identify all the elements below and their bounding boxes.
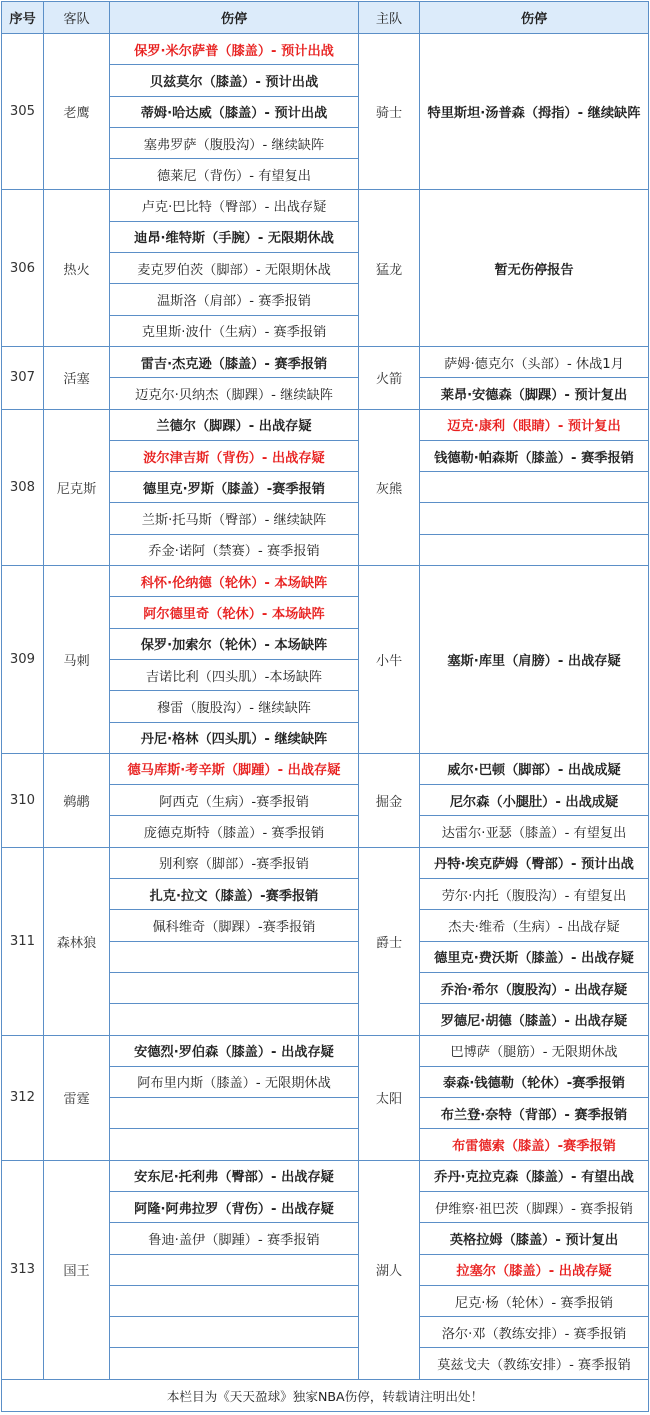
away-injury: 别利察（脚部）-赛季报销: [110, 847, 359, 878]
game-number: 310: [2, 753, 44, 847]
home-team: 小牛: [359, 566, 420, 754]
away-injury: 兰斯·托马斯（臀部）- 继续缺阵: [110, 503, 359, 534]
injury-report-table: [1, 1, 649, 1412]
home-injury: 拉塞尔（膝盖）- 出战存疑: [420, 1254, 649, 1285]
away-injury: 贝兹莫尔（膝盖）- 预计出战: [110, 65, 359, 96]
home-injury: 伊维察·祖巴茨（脚踝）- 赛季报销: [420, 1191, 649, 1222]
table-row: [2, 190, 649, 221]
away-injury: [110, 1254, 359, 1285]
away-injury: 迪昂·维特斯（手腕）- 无限期休战: [110, 221, 359, 252]
away-injury: [110, 972, 359, 1003]
away-injury: [110, 1317, 359, 1348]
home-injury: 丹特·埃克萨姆（臀部）- 预计出战: [420, 847, 649, 878]
away-injury: 蒂姆·哈达威（膝盖）- 预计出战: [110, 96, 359, 127]
header-away-injury: 伤停: [110, 2, 359, 34]
table-row: [2, 753, 649, 784]
game-number: 313: [2, 1160, 44, 1379]
home-injury: [420, 472, 649, 503]
away-injury: 鲁迪·盖伊（脚踵）- 赛季报销: [110, 1223, 359, 1254]
home-injury: 尼尔森（小腿肚）- 出战成疑: [420, 785, 649, 816]
home-injury: 莫兹戈夫（教练安排）- 赛季报销: [420, 1348, 649, 1379]
home-injury: 莱昂·安德森（脚踝）- 预计复出: [420, 378, 649, 409]
home-team: 猛龙: [359, 190, 420, 346]
footer-note: 本栏目为《天天盈球》独家NBA伤停，转载请注明出处！: [2, 1379, 649, 1411]
home-injury: 布兰登·奈特（背部）- 赛季报销: [420, 1098, 649, 1129]
home-team: 湖人: [359, 1160, 420, 1379]
away-injury: 佩科维奇（脚踝）-赛季报销: [110, 910, 359, 941]
away-team: 森林狼: [44, 847, 110, 1035]
game-number: 306: [2, 190, 44, 346]
away-injury: 安东尼·托利弗（臀部）- 出战存疑: [110, 1160, 359, 1191]
away-injury: 德莱尼（背伤）- 有望复出: [110, 159, 359, 190]
footer-row: [2, 1379, 649, 1411]
header-no: 序号: [2, 2, 44, 34]
table-row: [2, 1035, 649, 1066]
away-injury: [110, 1285, 359, 1316]
away-injury: [110, 1098, 359, 1129]
home-injury: [420, 503, 649, 534]
home-team: 火箭: [359, 346, 420, 409]
home-injury: [420, 534, 649, 565]
game-number: 305: [2, 34, 44, 190]
table-row: [2, 34, 649, 65]
table-body: [2, 34, 649, 1380]
away-injury: 安德烈·罗伯森（膝盖）- 出战存疑: [110, 1035, 359, 1066]
away-injury: [110, 1129, 359, 1160]
away-team: 尼克斯: [44, 409, 110, 565]
away-injury: 庞德克斯特（膝盖）- 赛季报销: [110, 816, 359, 847]
home-injury: 乔治·希尔（腹股沟）- 出战存疑: [420, 972, 649, 1003]
home-injury: 德里克·费沃斯（膝盖）- 出战存疑: [420, 941, 649, 972]
home-injury: 达雷尔·亚瑟（膝盖）- 有望复出: [420, 816, 649, 847]
home-team: 骑士: [359, 34, 420, 190]
away-injury: 保罗·米尔萨普（膝盖）- 预计出战: [110, 34, 359, 65]
header-home-injury: 伤停: [420, 2, 649, 34]
game-number: 311: [2, 847, 44, 1035]
home-injury: 罗德尼·胡德（膝盖）- 出战存疑: [420, 1004, 649, 1035]
home-team: 掘金: [359, 753, 420, 847]
header-row: [2, 2, 649, 34]
away-injury: 德里克·罗斯（膝盖）-赛季报销: [110, 472, 359, 503]
home-team: 爵士: [359, 847, 420, 1035]
away-team: 国王: [44, 1160, 110, 1379]
home-injury: 泰森·钱德勒（轮休）-赛季报销: [420, 1066, 649, 1097]
home-injury: 劳尔·内托（腹股沟）- 有望复出: [420, 879, 649, 910]
game-number: 307: [2, 346, 44, 409]
home-injury: 暂无伤停报告: [420, 190, 649, 346]
home-injury: 威尔·巴顿（脚部）- 出战成疑: [420, 753, 649, 784]
away-injury: 波尔津吉斯（背伤）- 出战存疑: [110, 440, 359, 471]
away-injury: 克里斯·波什（生病）- 赛季报销: [110, 315, 359, 346]
home-injury: 布雷德索（膝盖）-赛季报销: [420, 1129, 649, 1160]
home-injury: 尼克·杨（轮休）- 赛季报销: [420, 1285, 649, 1316]
home-injury: 洛尔·邓（教练安排）- 赛季报销: [420, 1317, 649, 1348]
away-team: 雷霆: [44, 1035, 110, 1160]
home-injury: 迈克·康利（眼睛）- 预计复出: [420, 409, 649, 440]
table-row: [2, 409, 649, 440]
away-injury: 科怀·伦纳德（轮休）- 本场缺阵: [110, 566, 359, 597]
home-team: 灰熊: [359, 409, 420, 565]
away-injury: 德马库斯·考辛斯（脚踵）- 出战存疑: [110, 753, 359, 784]
game-number: 312: [2, 1035, 44, 1160]
away-team: 热火: [44, 190, 110, 346]
game-number: 308: [2, 409, 44, 565]
away-injury: [110, 941, 359, 972]
away-injury: 阿布里内斯（膝盖）- 无限期休战: [110, 1066, 359, 1097]
table-row: [2, 566, 649, 597]
home-injury: 巴博萨（腿筋）- 无限期休战: [420, 1035, 649, 1066]
away-injury: 温斯洛（肩部）- 赛季报销: [110, 284, 359, 315]
table-row: [2, 1160, 649, 1191]
away-injury: 迈克尔·贝纳杰（脚踝）- 继续缺阵: [110, 378, 359, 409]
game-number: 309: [2, 566, 44, 754]
away-injury: 吉诺比利（四头肌）-本场缺阵: [110, 659, 359, 690]
away-injury: 阿隆·阿弗拉罗（背伤）- 出战存疑: [110, 1191, 359, 1222]
home-injury: 塞斯·库里（肩膀）- 出战存疑: [420, 566, 649, 754]
home-injury: 钱德勒·帕森斯（膝盖）- 赛季报销: [420, 440, 649, 471]
away-injury: 麦克罗伯茨（脚部）- 无限期休战: [110, 253, 359, 284]
away-injury: 乔金·诺阿（禁赛）- 赛季报销: [110, 534, 359, 565]
header-away: 客队: [44, 2, 110, 34]
away-team: 活塞: [44, 346, 110, 409]
away-injury: 阿西克（生病）-赛季报销: [110, 785, 359, 816]
home-team: 太阳: [359, 1035, 420, 1160]
home-injury: 萨姆·德克尔（头部）- 休战1月: [420, 346, 649, 377]
home-injury: 英格拉姆（膝盖）- 预计复出: [420, 1223, 649, 1254]
home-injury: 特里斯坦·汤普森（拇指）- 继续缺阵: [420, 34, 649, 190]
home-injury: 乔丹·克拉克森（膝盖）- 有望出战: [420, 1160, 649, 1191]
away-team: 鹈鹕: [44, 753, 110, 847]
home-injury: 杰夫·维希（生病）- 出战存疑: [420, 910, 649, 941]
header-home: 主队: [359, 2, 420, 34]
away-injury: [110, 1348, 359, 1379]
away-injury: 丹尼·格林（四头肌）- 继续缺阵: [110, 722, 359, 753]
away-injury: [110, 1004, 359, 1035]
away-injury: 雷吉·杰克逊（膝盖）- 赛季报销: [110, 346, 359, 377]
table-row: [2, 346, 649, 377]
away-injury: 阿尔德里奇（轮休）- 本场缺阵: [110, 597, 359, 628]
away-injury: 穆雷（腹股沟）- 继续缺阵: [110, 691, 359, 722]
away-injury: 塞弗罗萨（腹股沟）- 继续缺阵: [110, 127, 359, 158]
away-team: 马刺: [44, 566, 110, 754]
away-injury: 兰德尔（脚踝）- 出战存疑: [110, 409, 359, 440]
away-team: 老鹰: [44, 34, 110, 190]
table-row: [2, 847, 649, 878]
away-injury: 保罗·加索尔（轮休）- 本场缺阵: [110, 628, 359, 659]
away-injury: 扎克·拉文（膝盖）-赛季报销: [110, 879, 359, 910]
away-injury: 卢克·巴比特（臀部）- 出战存疑: [110, 190, 359, 221]
